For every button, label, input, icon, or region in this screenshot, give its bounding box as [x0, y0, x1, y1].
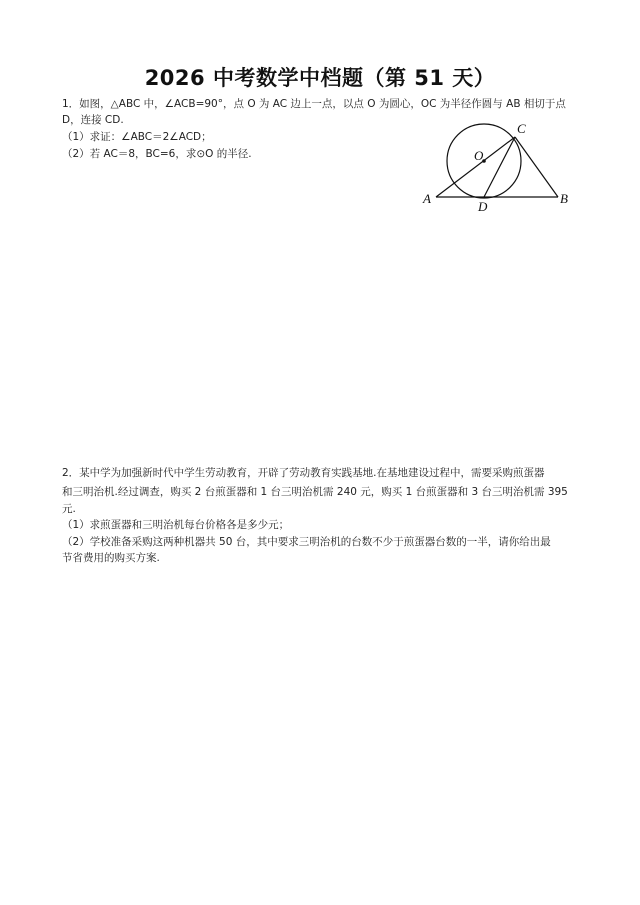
label-O: O [474, 148, 484, 163]
problem-1-stem-line-1: 1．如图，△ABC 中，∠ACB=90°，点 O 为 AC 边上一点，以点 O 为圆心，OC 为半径作圆与 AB 相切于点 [62, 98, 566, 110]
problem-1-part-1: （1）求证：∠ABC＝2∠ACD； [62, 131, 212, 143]
label-C: C [517, 121, 526, 136]
segment-BC [515, 137, 558, 197]
problem-1-stem-line-2: D，连接 CD. [62, 114, 124, 126]
geometry-figure [420, 118, 580, 213]
label-D: D [478, 199, 488, 213]
problem-2-part-1: （1）求煎蛋器和三明治机每台价格各是多少元； [62, 519, 290, 531]
page-title: 2026 中考数学中档题（第 51 天） [144, 66, 496, 90]
segment-CD [484, 137, 515, 197]
problem-2-stem-line-2: 和三明治机.经过调查，购买 2 台煎蛋器和 1 台三明治机需 240 元，购买 1 台煎蛋器和 3 台三明治机需 395 [62, 486, 568, 498]
problem-1-part-2: （2）若 AC＝8，BC=6，求⊙O 的半径. [62, 148, 252, 160]
problem-2-part-2-line-2: 节省费用的购买方案. [62, 552, 160, 564]
problem-2-part-2-line-1: （2）学校准备采购这两种机器共 50 台，其中要求三明治机的台数不少于煎蛋器台数的一半，请你给出最 [62, 536, 551, 548]
label-A: A [423, 191, 431, 206]
label-B: B [560, 191, 568, 206]
problem-2-stem-line-3: 元. [62, 503, 76, 515]
problem-2-stem-line-1: 2．某中学为加强新时代中学生劳动教育，开辟了劳动教育实践基地.在基地建设过程中，需要采购煎蛋器 [62, 467, 545, 479]
